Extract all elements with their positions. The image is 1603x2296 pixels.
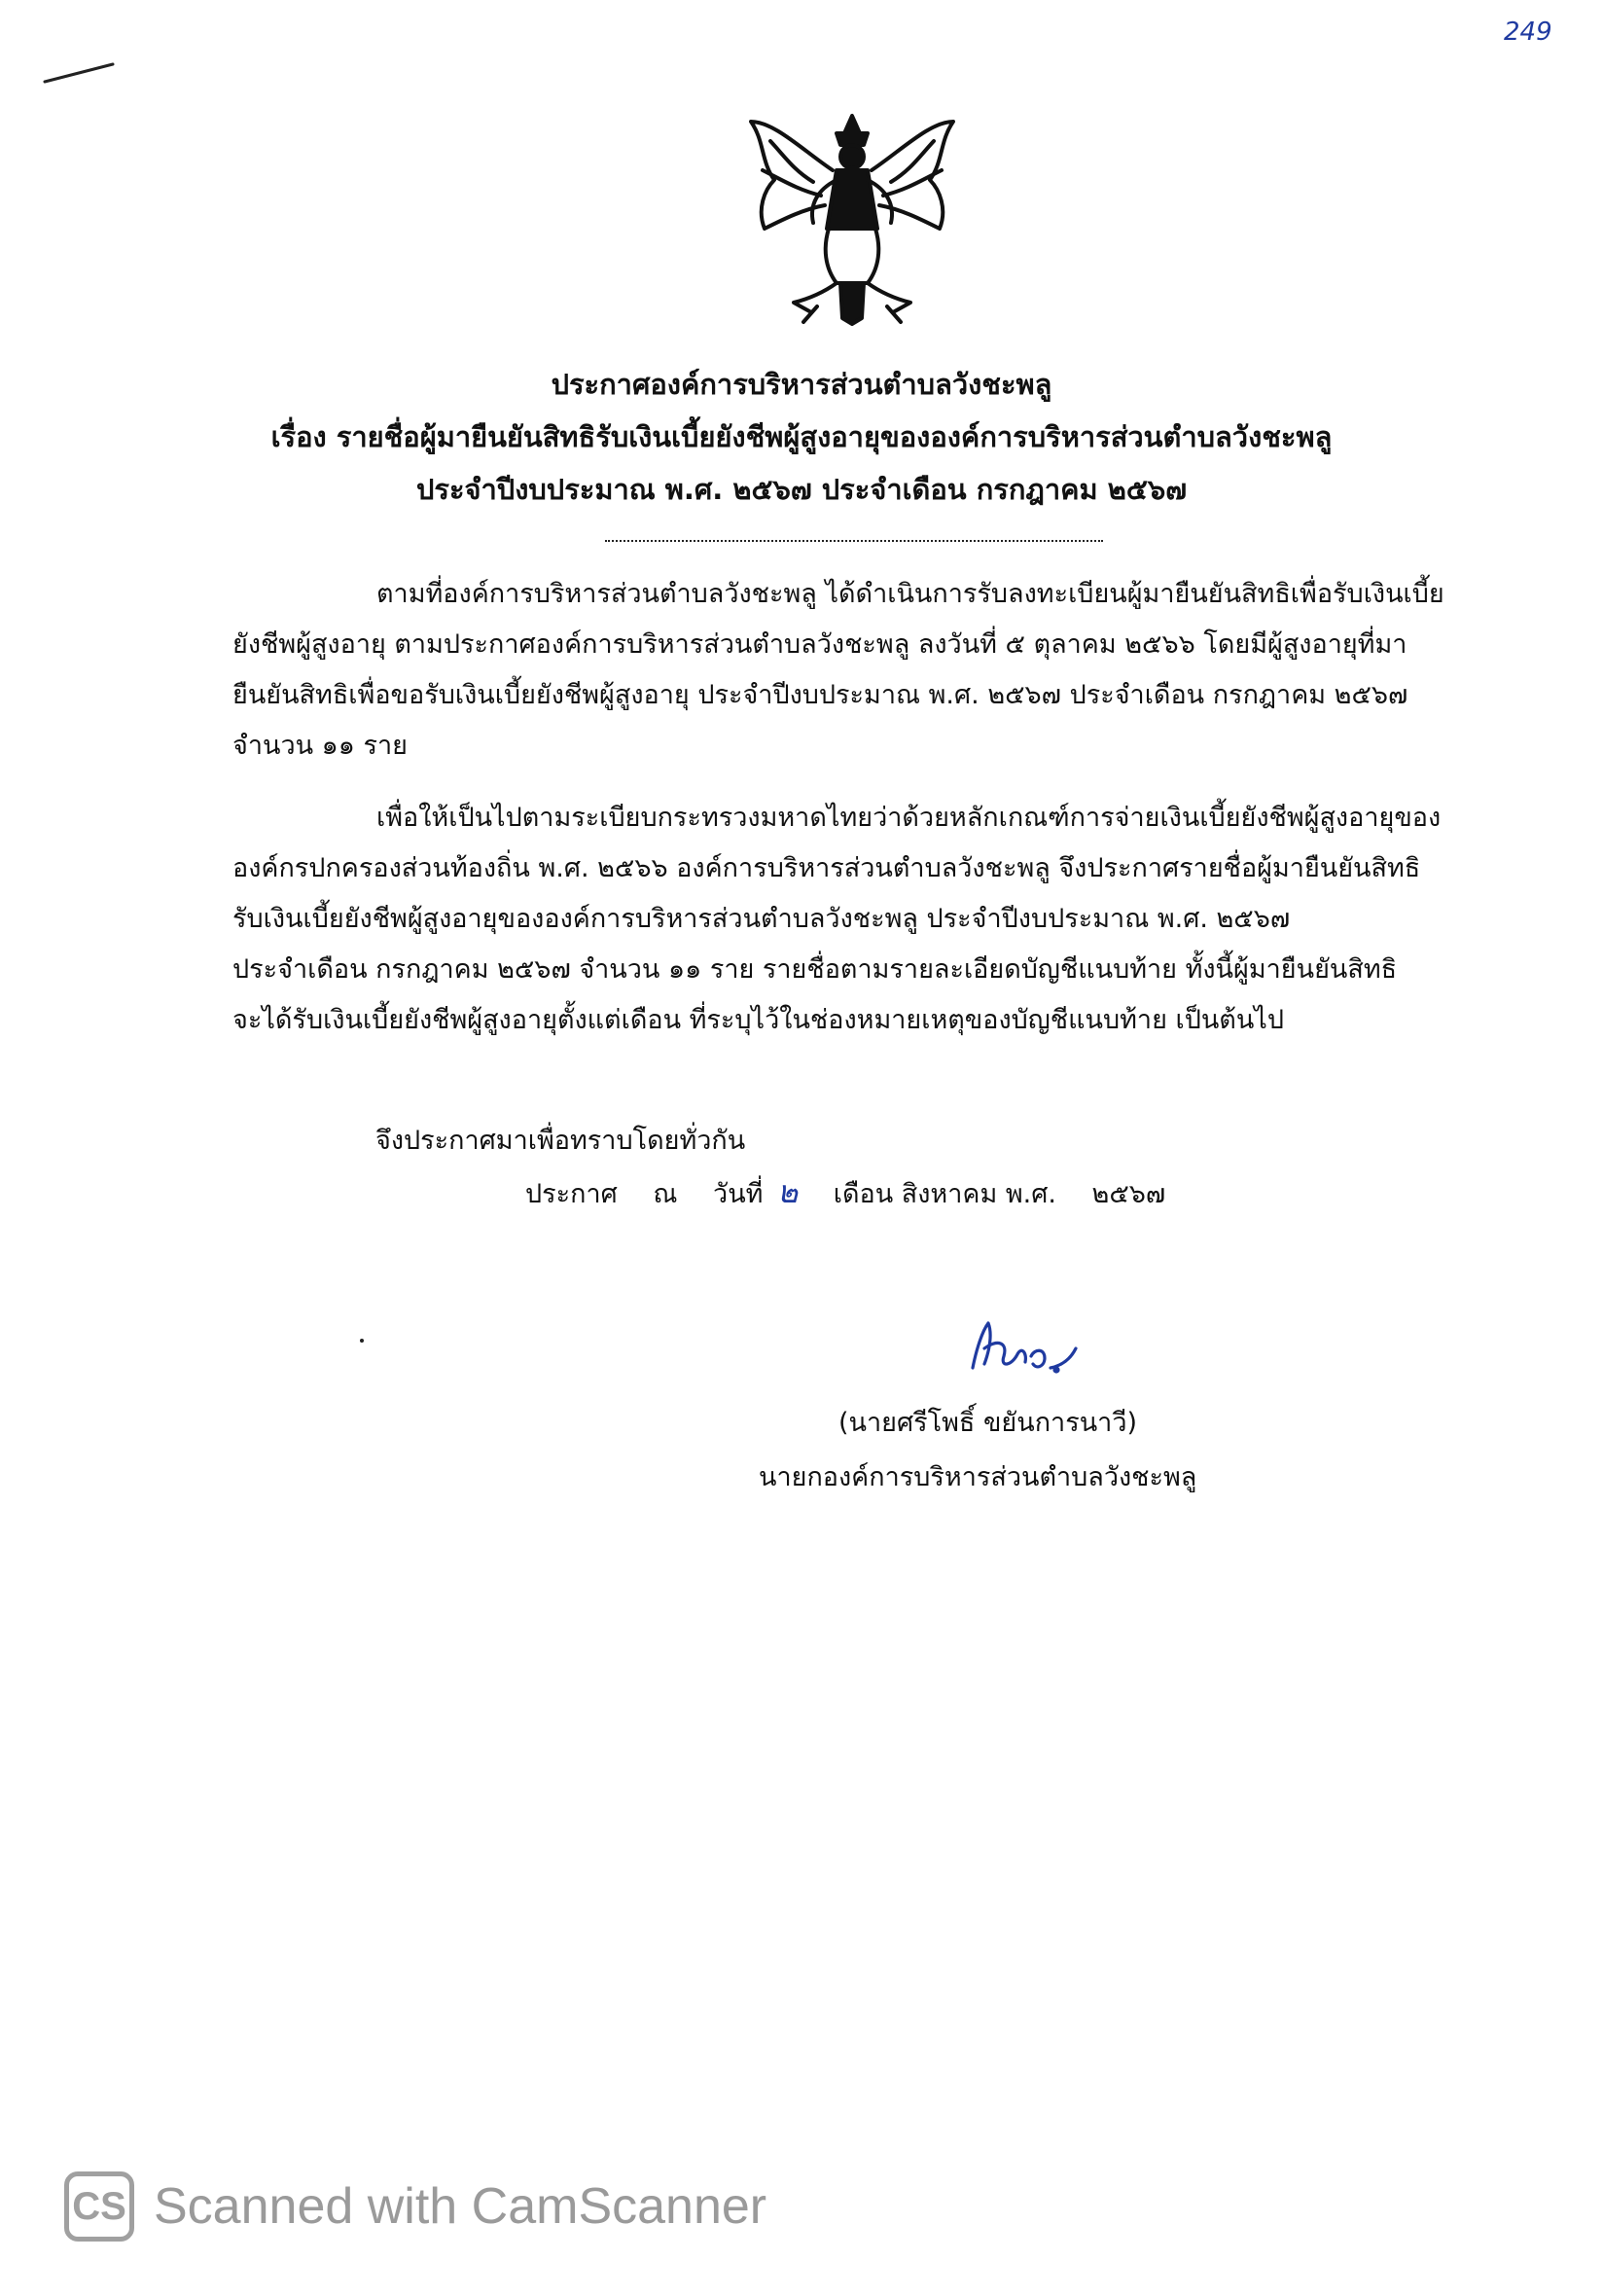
announcement-title: ประกาศองค์การบริหารส่วนตำบลวังชะพลู [551, 368, 1052, 401]
handwritten-signature [963, 1309, 1089, 1387]
paragraph-line: ประจำเดือน กรกฎาคม ๒๕๖๗ จำนวน ๑๑ ราย รายชื่อตามรายละเอียดบัญชีแนบท้าย ทั้งนี้ผู้มายืนยันสิทธิ [232, 954, 1398, 985]
signatory-name: (นายศรีโพธิ์ ขยันการนาวี) [838, 1408, 1138, 1438]
paragraph-line: จะได้รับเงินเบี้ยยังชีพผู้สูงอายุตั้งแต่เดือน ที่ระบุไว้ในช่องหมายเหตุของบัญชีแนบท้าย เป็นต้นไป [232, 1005, 1285, 1035]
camscanner-watermark [64, 2171, 766, 2242]
pen-stroke-mark [43, 58, 121, 88]
paragraph-line: ตามที่องค์การบริหารส่วนตำบลวังชะพลู ได้ดำเนินการรับลงทะเบียนผู้มายืนยันสิทธิเพื่อรับเงินเบี้ย [376, 579, 1444, 609]
paragraph-line: ยังชีพผู้สูงอายุ ตามประกาศองค์การบริหารส่วนตำบลวังชะพลู ลงวันที่ ๕ ตุลาคม ๒๕๖๖ โดยมีผู้สูงอายุที่มา [232, 629, 1407, 660]
date-day-label: วันที่ [713, 1179, 764, 1209]
announcement-subject: เรื่อง รายชื่อผู้มายืนยันสิทธิรับเงินเบี้ยยังชีพผู้สูงอายุขององค์การบริหารส่วนตำบลวังชะพลู [270, 420, 1333, 453]
watermark-text: Scanned with CamScanner [154, 2178, 767, 2235]
garuda-emblem-icon [735, 112, 969, 328]
paragraph-line: ยืนยันสิทธิเพื่อขอรับเงินเบี้ยยังชีพผู้สูงอายุ ประจำปีงบประมาณ พ.ศ. ๒๕๖๗ ประจำเดือน กรกฎาคม ๒๕๖๗ [232, 680, 1408, 710]
dotted-divider [605, 540, 1103, 542]
paragraph-regulation [232, 793, 1483, 1046]
signatory-position: นายกองค์การบริหารส่วนตำบลวังชะพลู [759, 1462, 1197, 1492]
announcement-body [232, 569, 1483, 1067]
paragraph-line: จำนวน ๑๑ ราย [232, 731, 408, 761]
date-month: เดือน สิงหาคม พ.ศ. [833, 1179, 1056, 1209]
stray-dot-mark [360, 1339, 364, 1343]
paragraph-registration [232, 569, 1483, 771]
date-day-handwritten: ๒ [777, 1173, 799, 1210]
paragraph-line: องค์กรปกครองส่วนท้องถิ่น พ.ศ. ๒๕๖๖ องค์การบริหารส่วนตำบลวังชะพลู จึงประกาศรายชื่อผู้มายืนยันสิทธิ [232, 853, 1421, 883]
date-year: ๒๕๖๗ [1091, 1179, 1166, 1209]
paragraph-line: รับเงินเบี้ยยังชีพผู้สูงอายุขององค์การบริหารส่วนตำบลวังชะพลู ประจำปีงบประมาณ พ.ศ. ๒๕๖๗ [232, 904, 1291, 934]
paragraph-line: เพื่อให้เป็นไปตามระเบียบกระทรวงมหาดไทยว่าด้วยหลักเกณฑ์การจ่ายเงินเบี้ยยังชีพผู้สูงอายุของ [376, 803, 1442, 833]
announcement-header [0, 358, 1603, 516]
page-number: 249 [1504, 18, 1552, 47]
camscanner-logo-icon: CS [64, 2171, 134, 2242]
announcement-closing: จึงประกาศมาเพื่อทราบโดยทั่วกัน [375, 1126, 746, 1156]
date-prefix: ประกาศ [525, 1179, 618, 1209]
announcement-date [525, 1167, 1193, 1217]
announcement-period: ประจำปีงบประมาณ พ.ศ. ๒๕๖๗ ประจำเดือน กรกฎาคม ๒๕๖๗ [415, 473, 1188, 506]
date-at: ณ [653, 1179, 678, 1209]
